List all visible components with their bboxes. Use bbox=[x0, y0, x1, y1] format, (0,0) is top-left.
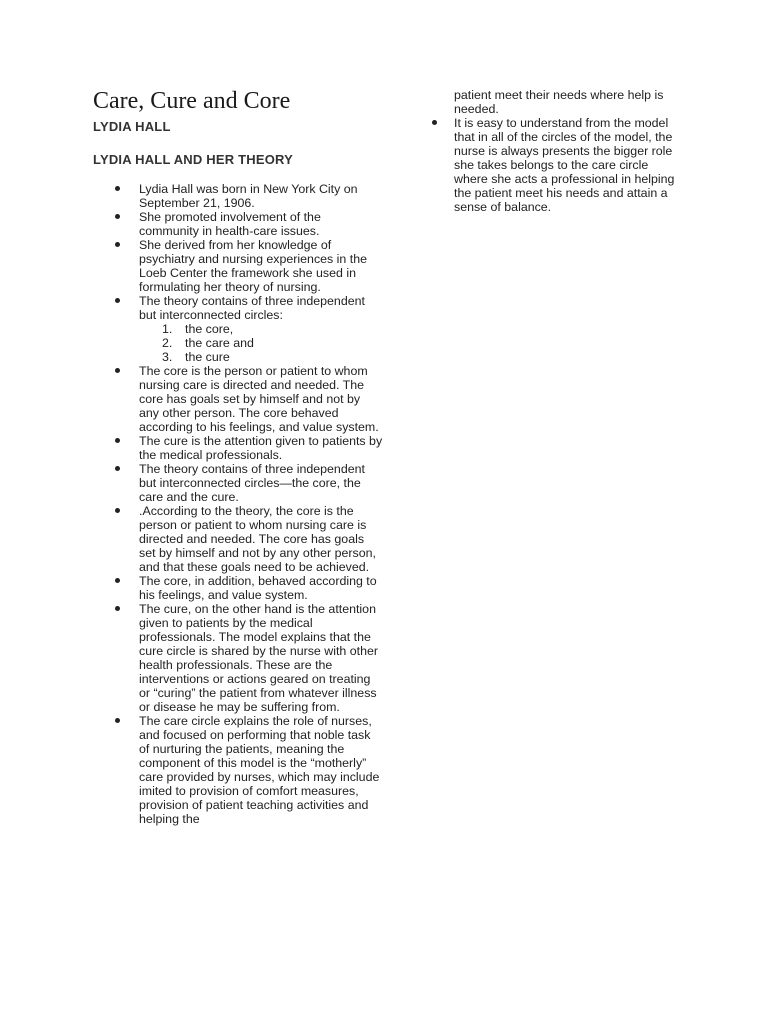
list-item-text: It is easy to understand from the model that in all of the circles of the model, the nurse is always presents the bigger role she takes belongs to the care circle where she acts a professional in helping the patient meet his needs and attain a sense of balance. bbox=[454, 116, 675, 214]
list-item bbox=[93, 210, 383, 238]
list-item-text: The care circle explains the role of nurses, and focused on performing that noble task of nurturing the patients, meaning the component of this model is the “motherly” care provided by nurses, which may include imited to provision of comfort measures, provision of patient teaching activities and helping the bbox=[139, 714, 380, 826]
list-item bbox=[93, 182, 383, 210]
section-heading: LYDIA HALL AND HER THEORY bbox=[93, 152, 294, 167]
list-item bbox=[430, 116, 680, 214]
numbered-item bbox=[139, 350, 383, 364]
numbered-item bbox=[139, 322, 383, 336]
bullet-icon bbox=[115, 606, 120, 611]
list-item bbox=[93, 504, 383, 574]
list-item-text: The cure is the attention given to patients by the medical professionals. bbox=[139, 434, 383, 462]
item-number: 1. bbox=[162, 322, 173, 336]
list-item bbox=[93, 238, 383, 294]
author-name: LYDIA HALL bbox=[93, 119, 171, 134]
list-item-text: The core is the person or patient to whom nursing care is directed and needed. The core has goals set by himself and not by any other person. The core behaved according to his feelings, and value system. bbox=[139, 364, 379, 434]
bullet-icon bbox=[115, 438, 120, 443]
numbered-item-text: the cure bbox=[185, 350, 230, 364]
list-item-text: The core, in addition, behaved according to his feelings, and value system. bbox=[139, 574, 377, 602]
numbered-item-text: the core, bbox=[185, 322, 234, 336]
list-item-text: She promoted involvement of the community in health-care issues. bbox=[139, 210, 321, 238]
continued-text: patient meet their needs where help is needed. bbox=[454, 88, 664, 116]
bullet-icon bbox=[115, 508, 120, 513]
theory-bullet-list bbox=[93, 182, 383, 826]
list-item bbox=[93, 714, 383, 826]
list-item bbox=[93, 434, 383, 462]
list-item bbox=[93, 574, 383, 602]
bullet-icon bbox=[432, 120, 437, 125]
item-number: 2. bbox=[162, 336, 173, 350]
list-item-text: The cure, on the other hand is the attention given to patients by the medical professionals. The model explains that the cure circle is shared by the nurse with other health professionals. These are the interventions or actions geared on treating or “curing” the patient from whatever illness or disease he may be suffering from. bbox=[139, 602, 378, 714]
left-column bbox=[93, 86, 383, 826]
list-item-text: The theory contains of three independent but interconnected circles: bbox=[139, 294, 365, 322]
list-item bbox=[93, 294, 383, 364]
numbered-item-text: the care and bbox=[185, 336, 254, 350]
list-item-text: The theory contains of three independent but interconnected circles—the core, the care and the cure. bbox=[139, 462, 365, 504]
list-item bbox=[93, 462, 383, 504]
bullet-icon bbox=[115, 368, 120, 373]
bullet-icon bbox=[115, 718, 120, 723]
bullet-icon bbox=[115, 298, 120, 303]
list-item-text: .According to the theory, the core is the person or patient to whom nursing care is directed and needed. The core has goals set by himself and not by any other person, and that these goals need to be achieved. bbox=[139, 504, 376, 574]
list-item-text: Lydia Hall was born in New York City on September 21, 1906. bbox=[139, 182, 358, 210]
bullet-icon bbox=[115, 242, 120, 247]
bullet-icon bbox=[115, 186, 120, 191]
item-number: 3. bbox=[162, 350, 173, 364]
list-item bbox=[93, 602, 383, 714]
right-bullet-list bbox=[430, 116, 680, 214]
page-title: Care, Cure and Core bbox=[93, 88, 291, 114]
bullet-icon bbox=[115, 214, 120, 219]
bullet-icon bbox=[115, 466, 120, 471]
list-item-text: She derived from her knowledge of psychiatry and nursing experiences in the Loeb Center the framework she used in formulating her theory of nursing. bbox=[139, 238, 367, 294]
circles-numbered-list bbox=[139, 322, 383, 364]
right-column bbox=[430, 88, 680, 214]
bullet-icon bbox=[115, 578, 120, 583]
numbered-item bbox=[139, 336, 383, 350]
list-item bbox=[93, 364, 383, 434]
